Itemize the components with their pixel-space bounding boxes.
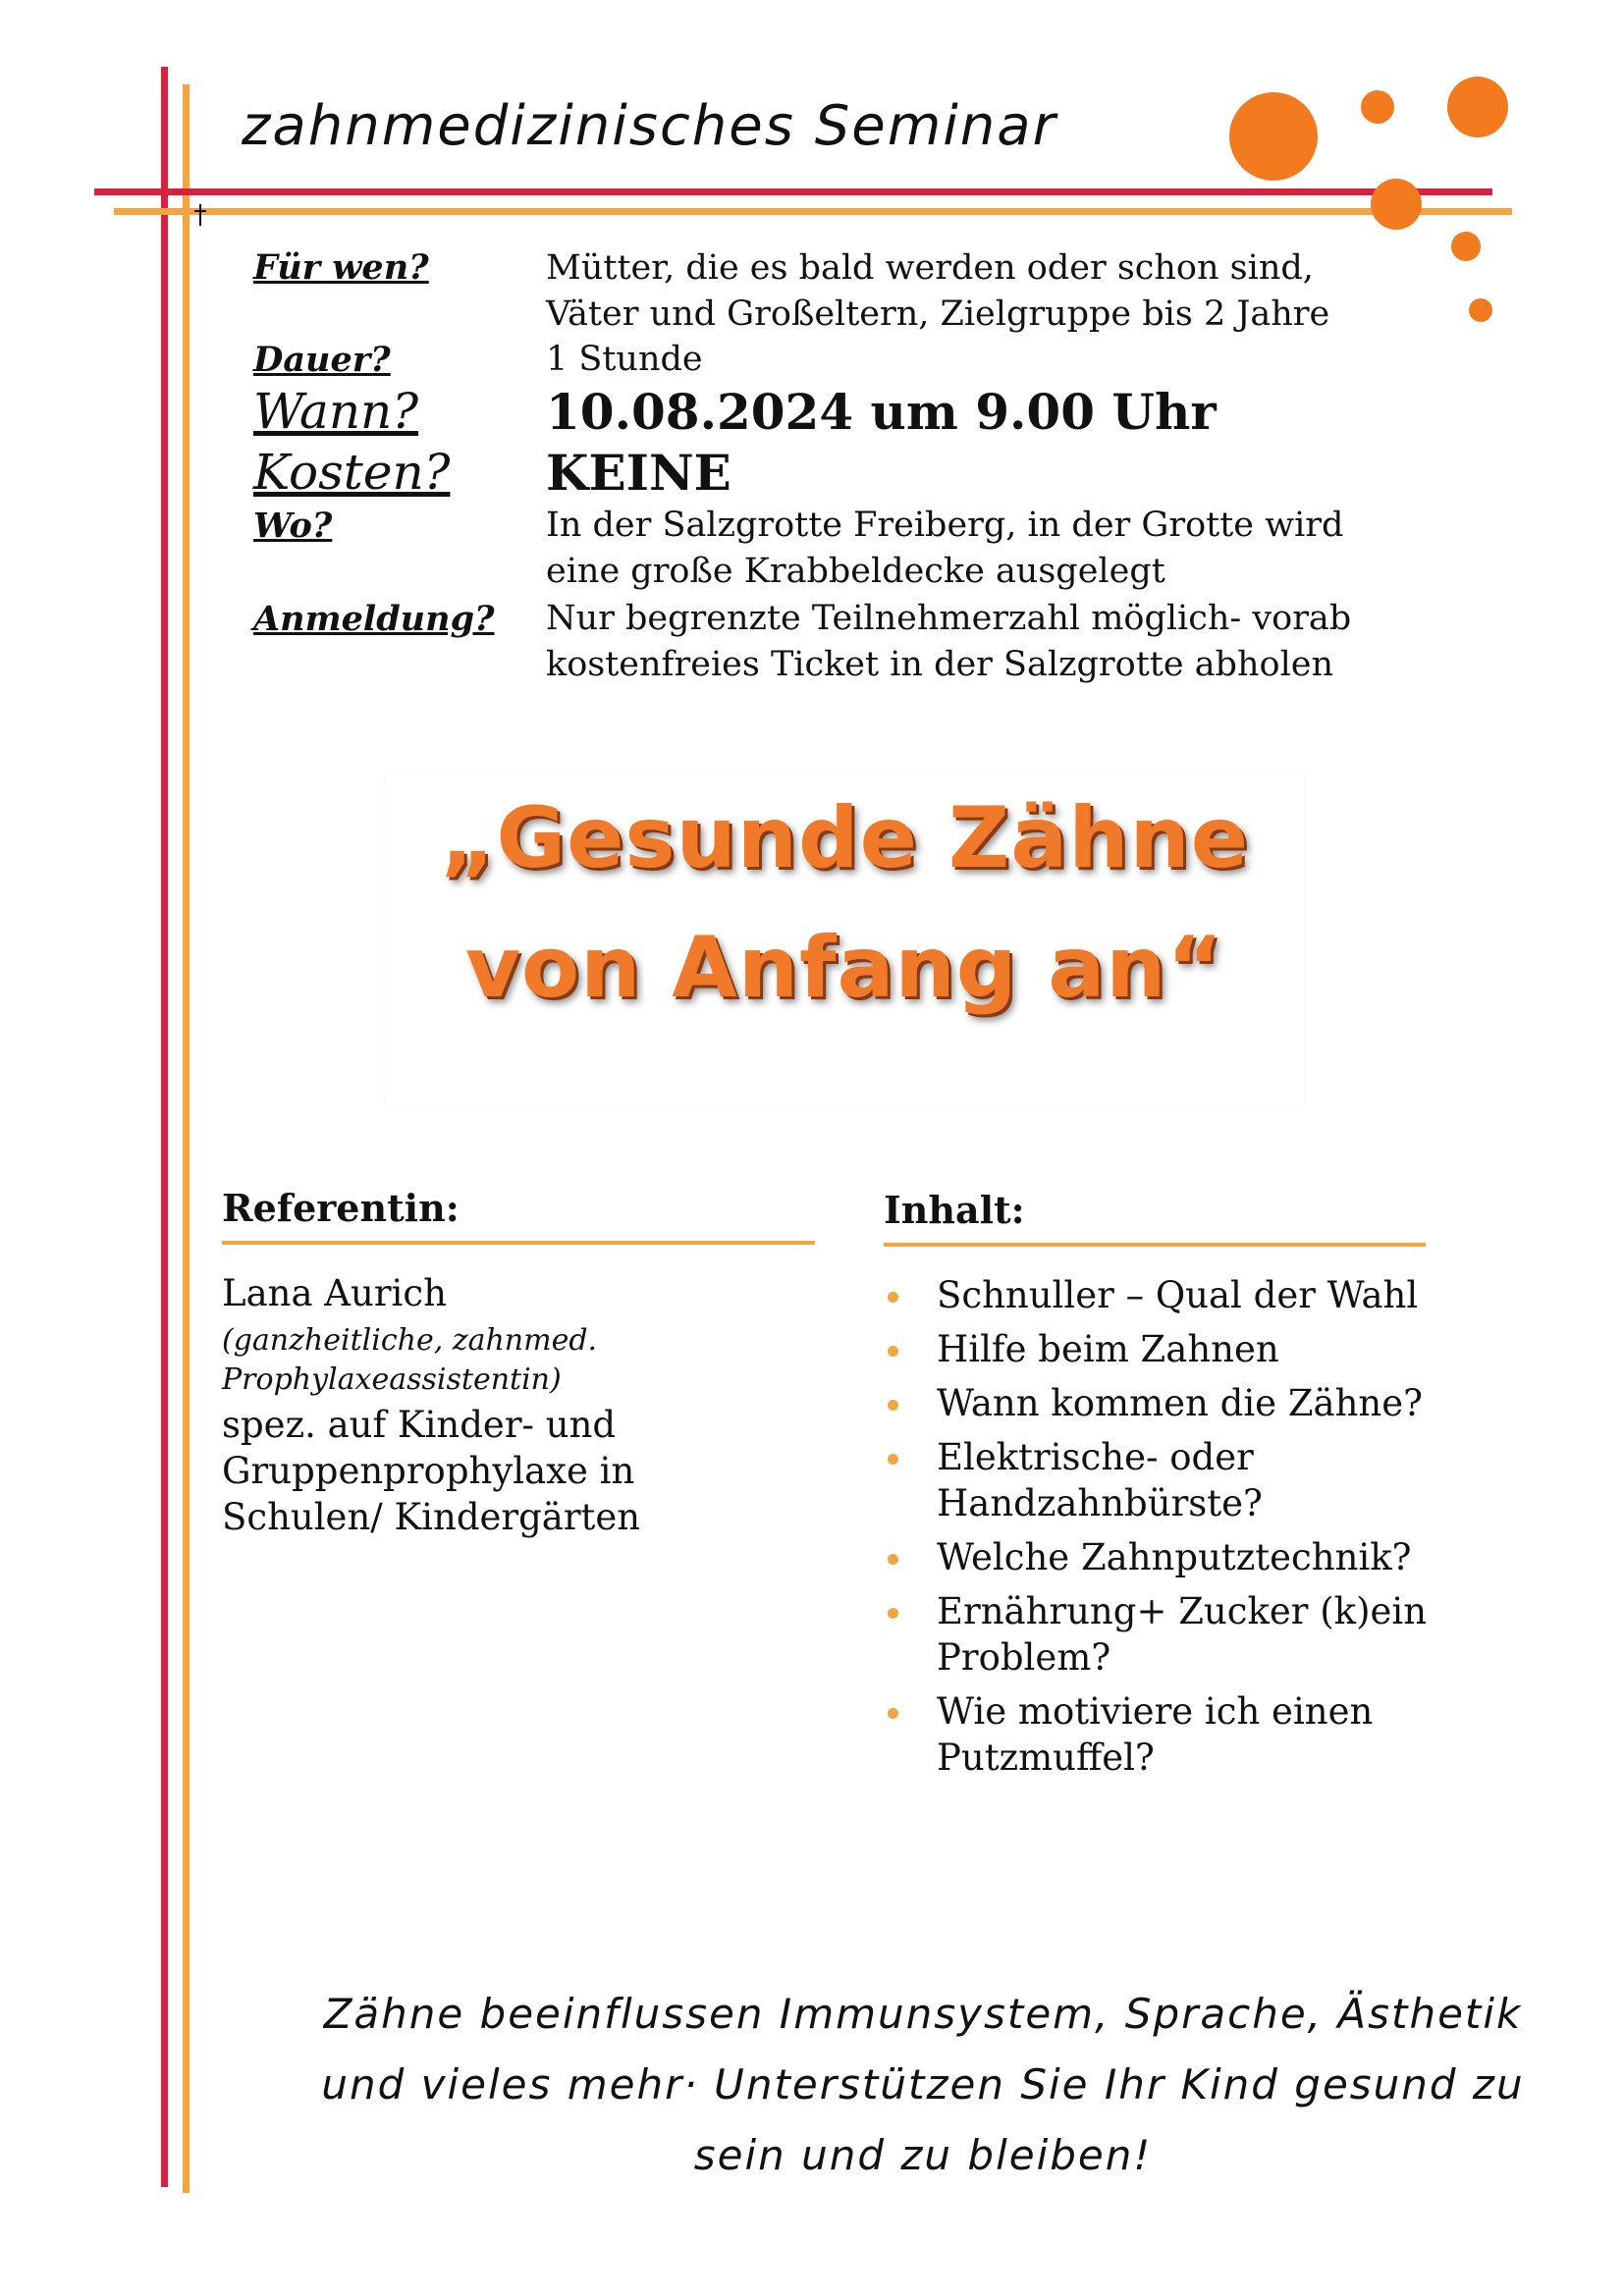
frame-line-vertical-orange xyxy=(183,84,189,2193)
value-where-line2: eine große Krabbeldecke ausgelegt xyxy=(546,552,1165,591)
label-duration: Dauer? xyxy=(253,340,391,380)
list-item-text: Wie motiviere ich einen Putzmuffel? xyxy=(937,1690,1374,1779)
label-registration: Anmeldung? xyxy=(253,599,495,639)
content-heading-rule xyxy=(884,1243,1426,1247)
bullet-icon xyxy=(888,1292,898,1303)
page-title: zahnmedizinisches Seminar xyxy=(242,94,1057,158)
value-for-whom-line2: Väter und Großeltern, Zielgruppe bis 2 Jahre xyxy=(546,294,1330,334)
list-item-text: Wann kommen die Zähne? xyxy=(937,1382,1423,1424)
value-where-line1: In der Salzgrotte Freiberg, in der Grotte wird xyxy=(546,506,1344,545)
bullet-icon xyxy=(888,1400,898,1411)
list-item-text: Elektrische- oder Handzahnbürste? xyxy=(937,1436,1263,1524)
label-when: Wann? xyxy=(253,383,419,440)
list-item-text: Welche Zahnputztechnik? xyxy=(937,1536,1412,1578)
decorative-dot xyxy=(1229,92,1318,181)
value-when: 10.08.2024 um 9.00 Uhr xyxy=(546,383,1217,441)
frame-line-vertical-red xyxy=(161,67,168,2187)
footer-message: Zähne beeinflussen Immunsystem, Sprache, Ästhetik und vieles mehr· Unterstützen Sie Ihr Kind gesund zu sein und zu bleiben! xyxy=(321,1990,1525,2179)
value-for-whom-line1: Mütter, die es bald werden oder schon sind, xyxy=(546,248,1314,288)
list-item-text: Hilfe beim Zahnen xyxy=(937,1328,1279,1370)
value-registration-line2: kostenfreies Ticket in der Salzgrotte abholen xyxy=(546,645,1334,684)
list-item xyxy=(884,1272,1434,1318)
content-heading: Inhalt: xyxy=(884,1188,1025,1232)
speaker-heading-rule xyxy=(222,1241,815,1245)
list-item-text: Ernährung+ Zucker (k)ein Problem? xyxy=(937,1590,1428,1679)
value-costs: KEINE xyxy=(546,444,731,502)
decorative-dot xyxy=(1451,232,1481,261)
label-for-whom: Für wen? xyxy=(253,247,429,288)
value-registration-line1: Nur begrenzte Teilnehmerzahl möglich- vorab xyxy=(546,599,1352,638)
banner-box xyxy=(385,772,1304,1105)
list-item xyxy=(884,1688,1434,1781)
list-item xyxy=(884,1326,1434,1372)
label-where: Wo? xyxy=(253,506,333,546)
value-duration: 1 Stunde xyxy=(546,340,703,379)
speaker-role: (ganzheitliche, zahnmed. Prophylaxeassistentin) xyxy=(222,1323,598,1397)
bullet-icon xyxy=(888,1608,898,1619)
banner-line-1: „Gesunde Zähne xyxy=(439,789,1250,887)
decorative-dot xyxy=(1447,77,1508,137)
list-item xyxy=(884,1588,1434,1681)
decorative-dot xyxy=(1371,179,1422,230)
list-item xyxy=(884,1380,1434,1426)
bullet-icon xyxy=(888,1346,898,1357)
frame-line-horizontal-orange xyxy=(114,208,1512,215)
frame-line-horizontal-red xyxy=(94,188,1492,195)
frame-tick-mark-vertical xyxy=(199,204,201,226)
label-costs: Kosten? xyxy=(253,444,451,501)
bullet-icon xyxy=(888,1708,898,1719)
speaker-name: Lana Aurich xyxy=(222,1272,447,1314)
list-item-text: Schnuller – Qual der Wahl xyxy=(937,1274,1419,1316)
bullet-icon xyxy=(888,1454,898,1465)
speaker-specialty: spez. auf Kinder- und Gruppenprophylaxe in Schulen/ Kindergärten xyxy=(222,1404,641,1538)
speaker-heading: Referentin: xyxy=(222,1186,460,1230)
content-list xyxy=(884,1272,1434,1789)
decorative-dot xyxy=(1361,90,1394,124)
list-item xyxy=(884,1534,1434,1580)
banner-line-2: von Anfang an“ xyxy=(464,919,1224,1017)
decorative-dot xyxy=(1469,298,1492,322)
bullet-icon xyxy=(888,1554,898,1565)
list-item xyxy=(884,1434,1434,1526)
